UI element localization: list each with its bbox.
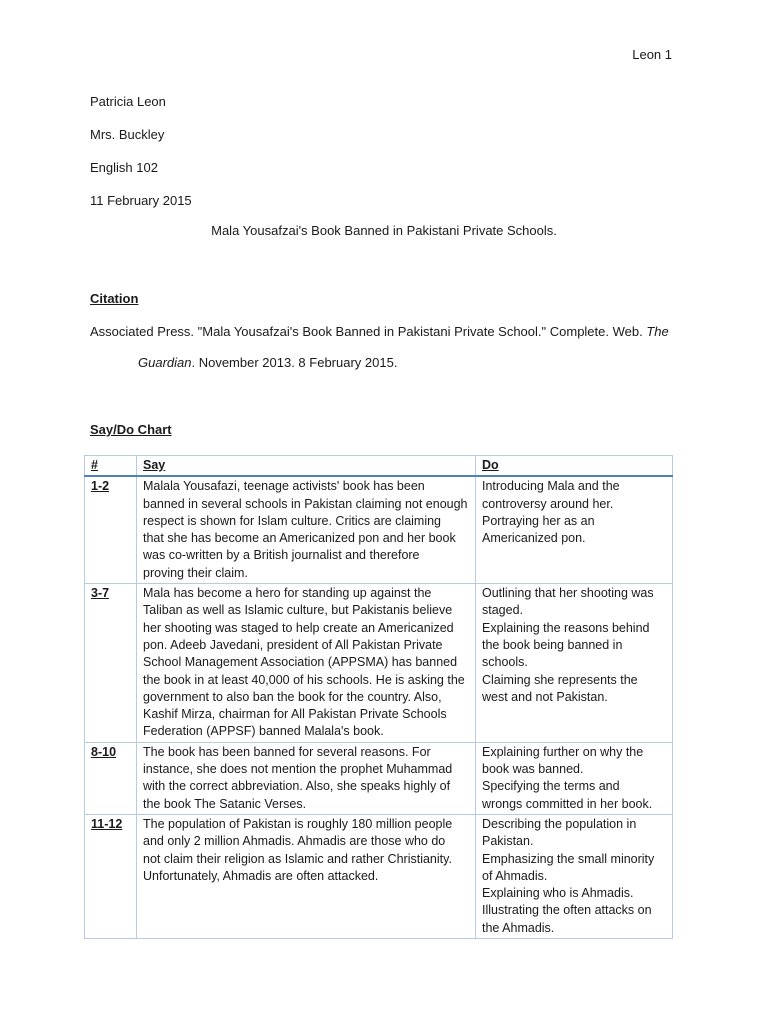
- table-row: [85, 814, 673, 938]
- say-line: was co-written by a British journalist and therefore: [143, 548, 420, 563]
- do-line: wrongs committed in her book.: [482, 796, 653, 811]
- citation-text-2: . November 2013. 8 February 2015.: [191, 355, 398, 370]
- do-line: Outlining that her shooting was: [482, 586, 654, 601]
- instructor-name: Mrs. Buckley: [90, 127, 165, 142]
- citation-line-1: [90, 324, 669, 340]
- say-line: Mala has become a hero for standing up against the: [143, 586, 432, 601]
- do-line: Introducing Mala and the: [482, 479, 620, 494]
- citation-source-italic-2: Guardian: [138, 355, 192, 370]
- do-line: Emphasizing the small minority: [482, 851, 655, 866]
- say-line: banned in several schools in Pakistan claiming not enough: [143, 496, 468, 511]
- column-header-do: Do: [476, 456, 673, 477]
- do-line: staged.: [482, 603, 524, 618]
- do-cell: [476, 476, 673, 583]
- do-line: book was banned.: [482, 762, 584, 777]
- say-cell: [137, 584, 476, 743]
- do-cell: [476, 584, 673, 743]
- do-line: Explaining further on why the: [482, 744, 644, 759]
- do-line: Portraying her as an: [482, 513, 595, 528]
- say-line: Taliban as well as Islamic culture, but Pakistanis believe: [143, 603, 453, 618]
- row-number: 8-10: [85, 742, 137, 814]
- say-line: the book in at least 40,000 of his schools. He is asking the: [143, 672, 465, 687]
- paper-date: 11 February 2015: [90, 193, 192, 208]
- do-line: west and not Pakistan.: [482, 689, 608, 704]
- row-number: 1-2: [85, 476, 137, 583]
- say-line: that she has become an Americanized pon and her book: [143, 531, 456, 546]
- say-line: The population of Pakistan is roughly 180 million people: [143, 816, 453, 831]
- author-name: Patricia Leon: [90, 94, 166, 109]
- say-do-chart: [84, 455, 673, 939]
- do-line: Specifying the terms and: [482, 779, 620, 794]
- citation-heading: Citation: [90, 291, 139, 306]
- table-row: [85, 584, 673, 743]
- say-line: the book The Satanic Verses.: [143, 796, 307, 811]
- say-line: and only 2 million Ahmadis. Ahmadis are those who do: [143, 834, 446, 849]
- do-line: the Ahmadis.: [482, 920, 555, 935]
- say-line: government to also ban the book for the country. Also,: [143, 689, 442, 704]
- say-cell: [137, 476, 476, 583]
- say-line: Kashif Mirza, chairman for All Pakistan Private Schools: [143, 707, 447, 722]
- do-line: controversy around her.: [482, 496, 614, 511]
- column-header-say: Say: [137, 456, 476, 477]
- row-number: 3-7: [85, 584, 137, 743]
- do-line: the book being banned in: [482, 637, 623, 652]
- row-number: 11-12: [85, 814, 137, 938]
- do-cell: [476, 814, 673, 938]
- say-cell: [137, 742, 476, 814]
- say-line: proving their claim.: [143, 565, 248, 580]
- paper-title: Mala Yousafzai's Book Banned in Pakistani Private Schools.: [211, 223, 557, 238]
- do-cell: [476, 742, 673, 814]
- table-row: [85, 476, 673, 583]
- do-line: Claiming she represents the: [482, 672, 638, 687]
- chart-heading: Say/Do Chart: [90, 422, 172, 437]
- column-header-number: #: [85, 456, 137, 477]
- citation-text-1: Associated Press. "Mala Yousafzai's Book Banned in Pakistani Private School." Complete. Web.: [90, 324, 643, 339]
- citation-source-italic-1: The: [646, 324, 669, 339]
- do-line: Explaining the reasons behind: [482, 620, 650, 635]
- say-line: respect is shown for Islam culture. Critics are claiming: [143, 513, 442, 528]
- say-line: The book has been banned for several reasons. For: [143, 744, 431, 759]
- citation-line-2: [138, 355, 397, 371]
- do-line: schools.: [482, 655, 528, 670]
- table-row: [85, 742, 673, 814]
- chart-header-row: [85, 456, 673, 477]
- say-line: with the correct abbreviation. Also, she speaks highly of: [143, 779, 451, 794]
- say-line: Unfortunately, Ahmadis are often attacked.: [143, 868, 379, 883]
- say-line: Malala Yousafazi, teenage activists' book has been: [143, 479, 425, 494]
- do-line: Pakistan.: [482, 834, 534, 849]
- say-line: her shooting was staged to help create an Americanized: [143, 620, 454, 635]
- do-line: Explaining who is Ahmadis.: [482, 886, 634, 901]
- do-line: Americanized pon.: [482, 531, 586, 546]
- do-line: Describing the population in: [482, 816, 637, 831]
- running-head: Leon 1: [632, 47, 672, 62]
- say-line: instance, she does not mention the prophet Muhammad: [143, 762, 453, 777]
- say-line: Federation (APPSF) banned Malala's book.: [143, 724, 384, 739]
- course-name: English 102: [90, 160, 158, 175]
- say-cell: [137, 814, 476, 938]
- say-line: pon. Adeeb Javedani, president of All Pakistan Private: [143, 637, 443, 652]
- do-line: of Ahmadis.: [482, 868, 548, 883]
- say-line: not claim their religion as Islamic and rather Christianity.: [143, 851, 452, 866]
- do-line: Illustrating the often attacks on: [482, 903, 652, 918]
- say-line: School Management Association (APPSMA) has banned: [143, 655, 458, 670]
